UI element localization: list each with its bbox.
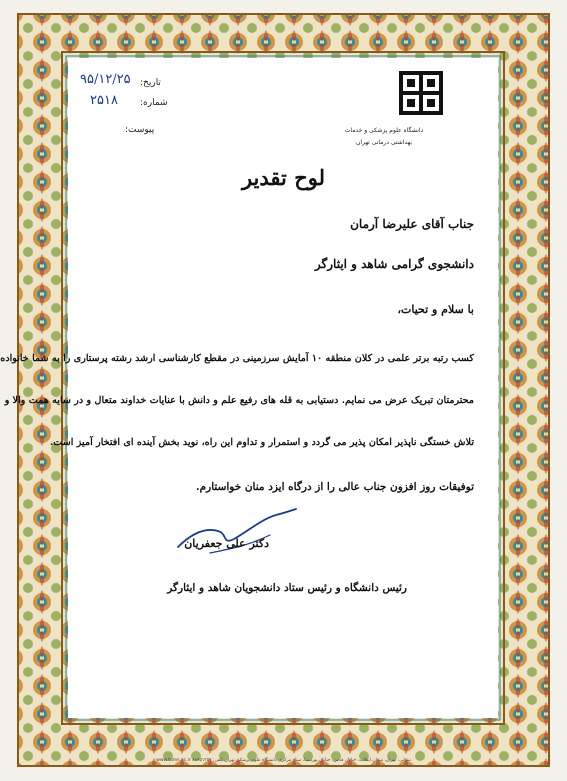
number-value: ۲۵۱۸ (90, 93, 118, 108)
certificate-title: لوح تقدیر (241, 165, 326, 190)
certificate-panel (68, 58, 498, 718)
handwritten-signature (170, 505, 300, 560)
university-name: دانشگاه علوم پزشکی و خدمات (344, 127, 424, 134)
body-line-3: تلاش خستگی ناپذیر امکان پذیر می گردد و استمرار و تداوم این راه، نوید بخش آینده ای افتخار آمیز است. (49, 437, 474, 448)
closing-line: توفیقات روز افزون جناب عالی را از درگاه ایزد منان خواستارم. (195, 481, 474, 493)
body-line-2: محترمتان تبریک عرض می نمایم. دستیابی به قله های رفیع علم و دانش با عنایات خداوند متعال و در سایه همت والا و (4, 395, 474, 406)
signatory-title: رئیس دانشگاه و رئیس ستاد دانشجویان شاهد و ایثارگر (167, 582, 407, 594)
footer-address: نشانی: تهران، میدان انقلاب، خیابان قدس، خیابان پورسینا، ستاد مرکزی دانشگاه علوم پزشکی تهران تلفن: ۸۸۹۵۱۳۵۷ www.tums.ac.ir (156, 758, 411, 763)
signatory-name: دکتر علی جعفریان (184, 537, 269, 550)
greeting: با سلام و تحیات، (397, 303, 474, 316)
university-logo (398, 70, 444, 116)
date-value: ۹۵/۱۲/۲۵ (80, 72, 131, 87)
recipient-name: جناب آقای علیرضا آرمان (350, 217, 474, 231)
date-label: تاریخ: (140, 78, 161, 88)
attachment-label: پیوست: (125, 125, 155, 135)
university-subtitle: بهداشتی درمانی تهران (355, 139, 412, 146)
recipient-role: دانشجوی گرامی شاهد و ایثارگر (314, 257, 474, 271)
body-line-1: کسب رتبه برتر علمی در کلان منطقه ۱۰ آمایش سرزمینی در مقطع کارشناسی ارشد رشته پرستاری را به شما خانواده (0, 353, 474, 364)
number-label: شماره: (140, 98, 168, 108)
